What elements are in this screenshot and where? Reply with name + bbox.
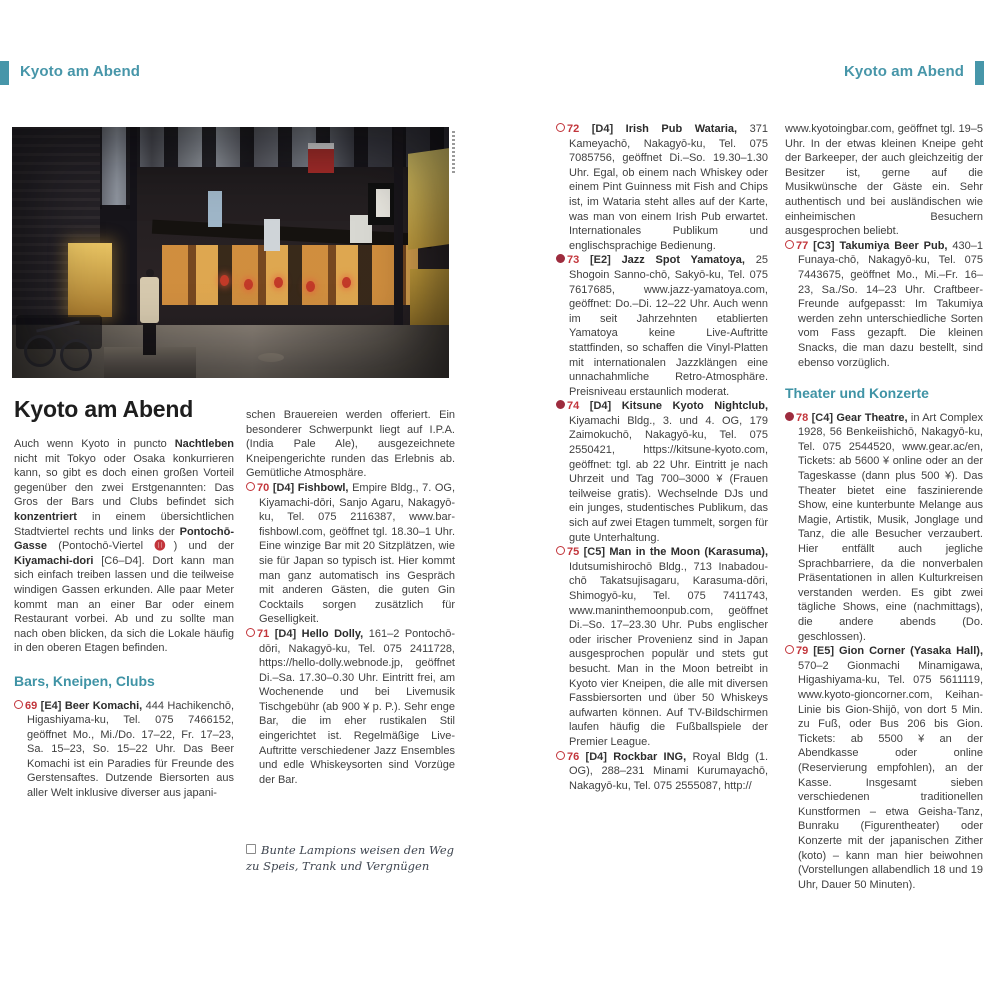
left-page-column-2 [246, 408, 455, 787]
intro-paragraph: Auch wenn Kyoto in puncto Nachtleben nicht mit Tokyo oder Osaka konkurrieren kann, so gibt es doch einen großen Vorteil gegenüber den zwei Erstgenannten: Das Gros der Bars und Clubs befindet sich konzentriert in einem übersichtlichen Stadtviertel rechts und links der Pontochō-Gasse (Pontochō-Viertel ⓫) und der Kiyamachi-dori [C6–D4]. Dort kann man sich einfach treiben lassen und die teilweise windigen Gassen erkunden. Alle paar Meter kommt man an einer Bar oder einem Restaurant vorbei. Ab und zu sollte man nach oben blicken, da sich die Lokale häufig in den oberen Etagen befinden. [14, 438, 235, 655]
map-marker-filled-icon [785, 412, 794, 421]
section-heading-theater: Theater und Konzerte [785, 385, 929, 402]
photo-credit [452, 131, 455, 173]
page-number-tab-left [0, 61, 9, 85]
entry-77-takumiya-beer-pub: 77 [C3] Takumiya Beer Pub, 430–1 Funaya-chō, Nakagyō-ku, Tel. 075 7443675, geöffnet Mo., Mi.–Fr. 16–23, Sa./So. 14–23 Uhr. Craftbeer-Freunde aufgepasst: Im Takumiya werden zehn unterschiedliche Sorten vom Fass gezapft. Die kleinen Snacks, die man dazu bestellt, sind ebenso vorzüglich. [785, 239, 983, 370]
entry-75-man-in-the-moon: 75 [C5] Man in the Moon (Karasuma), Idutsumishirochō Bldg., 713 Inabadou-chō Takatsujisagaru, Karasuma-dōri, Shimogyō-ku, Tel. 075 7411743, www.maninthemoonpub.com, geöffnet Di.–So. 17–23.30 Uhr. Pubs englischer oder irischer Provenienz sind in Japan ausgesprochen populär und stets gut besucht. Man in the Moon betreibt in Kyoto vier Kneipen, die alle mit diversen Fassbiersorten und über 50 Whiskeys aufwarten können. Auf TV-Bildschirmen laufen häufig die Fußballspiele der Premier League. [556, 545, 768, 749]
entry-74-kitsune-nightclub: 74 [D4] Kitsune Kyoto Nightclub, Kiyamachi Bldg., 3. und 4. OG, 179 Zaimokuchō, Nakagyō-ku, Tel. 075 2550421, https://kitsune-kyoto.com, geöffnet: tgl. ab 22 Uhr. Eintritt je nach Uhrzeit und Tag 700–3000 ¥ (Frauen teilweise gratis). Wechselnde DJs und ein junges, studentisches Publikum, das sich auf zwei Etagen tummelt, sorgen für gute Unterhaltung. [556, 399, 768, 545]
map-marker-filled-icon [556, 254, 565, 263]
map-marker-filled-icon [556, 400, 565, 409]
photo-shape [12, 127, 449, 378]
right-page-column-2 [785, 122, 983, 892]
map-marker-icon [246, 482, 255, 491]
entry-78-gear-theatre: 78 [C4] Gear Theatre, in Art Complex 1928, 56 Benkeiishichō, Nakagyō-ku, Tel. 075 2544520, www.gear.ac/en, Tickets: ab 5600 ¥ online oder an der Tageskasse (dann plus 500 ¥). Das Theater bietet eine faszinierende Show, eine kunterbunte Melange aus Magie, Artistik, Musik, Jonglage und Tanz, die alle Besucher verzaubert. Hier entfällt auch jegliche Sprachbarriere, da die nonverbalen Präsentationen in allen Kulturkreisen verstanden werden. Es gibt zwei tägliche Shows, eine (nachmittags), die andere abends (Do. geschlossen). [785, 411, 983, 645]
right-page-column-1 [556, 122, 768, 793]
photo-caption-icon [246, 844, 256, 854]
page-title: Kyoto am Abend [14, 396, 194, 422]
entry-72-irish-pub: 72 [D4] Irish Pub Wataria, 371 Kameyachō, Nakagyō-ku, Tel. 075 7085756, geöffnet Di.–So. 19.30–1.30 Uhr. Egal, ob einem nach Whiskey oder einem Pint Guinness mit Fish and Chips ist, im Wataria steht alles auf der Karte, was man von einem Irish Pub erwartet. Internationales Publikum und englischsprachige Bedienung. [556, 122, 768, 253]
map-marker-icon [556, 546, 565, 555]
running-header-right: Kyoto am Abend [843, 63, 964, 80]
section-heading-bars: Bars, Kneipen, Clubs [14, 672, 155, 689]
page-number-tab-right [975, 61, 984, 85]
map-marker-icon [556, 123, 565, 132]
map-marker-icon [556, 751, 565, 760]
kyoto-alley-photo [12, 127, 449, 378]
left-page-column-1 [14, 396, 234, 801]
map-marker-icon [246, 628, 255, 637]
map-marker-icon [785, 645, 794, 654]
entry-73-jazz-spot-yamatoya: 73 [E2] Jazz Spot Yamatoya, 25 Shogoin Sanno-chō, Sakyō-ku, Tel. 075 7617685, www.jazz-yamatoya.com, geöffnet: Do.–Di. 12–22 Uhr. Auch wenn im seit Jahrzehnten etablierten Yamatoya keine Live-Auftritte stattfinden, so schaffen die Vinyl-Platten mit internationalen Jazzklängen eine unnachahmliche Retro-Atmosphäre. Preisniveau erstaunlich moderat. [556, 253, 768, 399]
entry-71-hello-dolly: 71 [D4] Hello Dolly, 161–2 Pontochō-dōri, Nakagyō-ku, Tel. 075 2411728, https://hello-dolly.webnode.jp, geöffnet Di.–Sa. 17.30–0.30 Uhr. Eintritt frei, am Wochenende und bei Livemusik Tischgebühr (ab 900 ¥ p. P.). Sehr enge Bar, die im eher rustikalen Stil eingerichtet ist. Regelmäßige Live-Auftritte verschiedener Jazz Ensembles und edle Whiskeysorten sind Vorzüge der Bar. [246, 627, 455, 788]
photo-caption-text: Bunte Lampions weisen den Weg zu Speis, Trank und Vergnügen [246, 843, 455, 873]
map-marker-icon [14, 700, 23, 709]
entry-69-continuation: schen Brauereien werden offeriert. Ein besonderer Schwerpunkt liegt auf I.P.A. (India Pale Ale), ausgezeichnete Kneipengerichte runden das Erlebnis ab. Gemütliche Atmosphäre. [246, 409, 455, 480]
entry-70-fishbowl: 70 [D4] Fishbowl, Empire Bldg., 7. OG, Kiyamachi-dōri, Sanjo Agaru, Nakagyō-ku, Tel. 075 2116387, www.bar-fishbowl.com, geöffnet tgl. 18.30–1 Uhr. Eine winzige Bar mit 20 Sitzplätzen, wie sie für Japan so typisch ist. Hier kommt man ganz automatisch ins Gespräch mit anderen Gästen, die guten Gin Cocktails sorgen zusätzlich für Geselligkeit. [246, 481, 455, 627]
entry-79-gion-corner: 79 [E5] Gion Corner (Yasaka Hall), 570–2 Gionmachi Minamigawa, Higashiyama-ku, Tel. 075 5611119, www.kyoto-gioncorner.com, Keihan-Linie bis Gion-Shijō, von dort 5 Min. zu Fuß, oder Bus 206 bis Gion. Tickets: ab 5500 ¥ an der Abendkasse oder online (Reservierung empfohlen), an der Kasse. Insgesamt sieben verschiedenen traditionellen Kunstformen – etwa Geisha-Tanz, Bunraku (Figurentheater) oder Konzerte mit der japanischen Zither (koto) – kann man hier beiwohnen (Vorstellungen allabendlich 18 und 19 Uhr, Dauer 50 Minuten). [785, 644, 983, 892]
entry-76-continuation: www.kyotoingbar.com, geöffnet tgl. 19–5 Uhr. In der etwas kleinen Kneipe geht der Barkeeper, der auch gleichzeitig der Besitzer ist, gerne auf die Musikwünsche der Gäste ein. Sehr authentisch und bei ausländischen wie einheimischen Besuchern ausgesprochen beliebt. [785, 123, 983, 238]
entry-76-rockbar-ing: 76 [D4] Rockbar ING, Royal Bldg (1. OG), 288–231 Minami Kurumayachō, Nakagyō-ku, Tel. 075 2555087, http:// [556, 750, 768, 794]
photo-caption [246, 843, 458, 874]
map-marker-icon [785, 240, 794, 249]
running-header-left: Kyoto am Abend [20, 63, 141, 80]
entry-69-beer-komachi: 69 [E4] Beer Komachi, 444 Hachikenchō, Higashiyama-ku, Tel. 075 7466152, geöffnet Mo., Mi./Do. 17–22, Fr. 17–23, Sa. 15–23, So. 15–22 Uhr. Das Beer Komachi ist ein Paradies für Freunde des Gerstensaftes. Dutzende Biersorten aus aller Welt inklusive diverser aus japani- [14, 699, 234, 801]
